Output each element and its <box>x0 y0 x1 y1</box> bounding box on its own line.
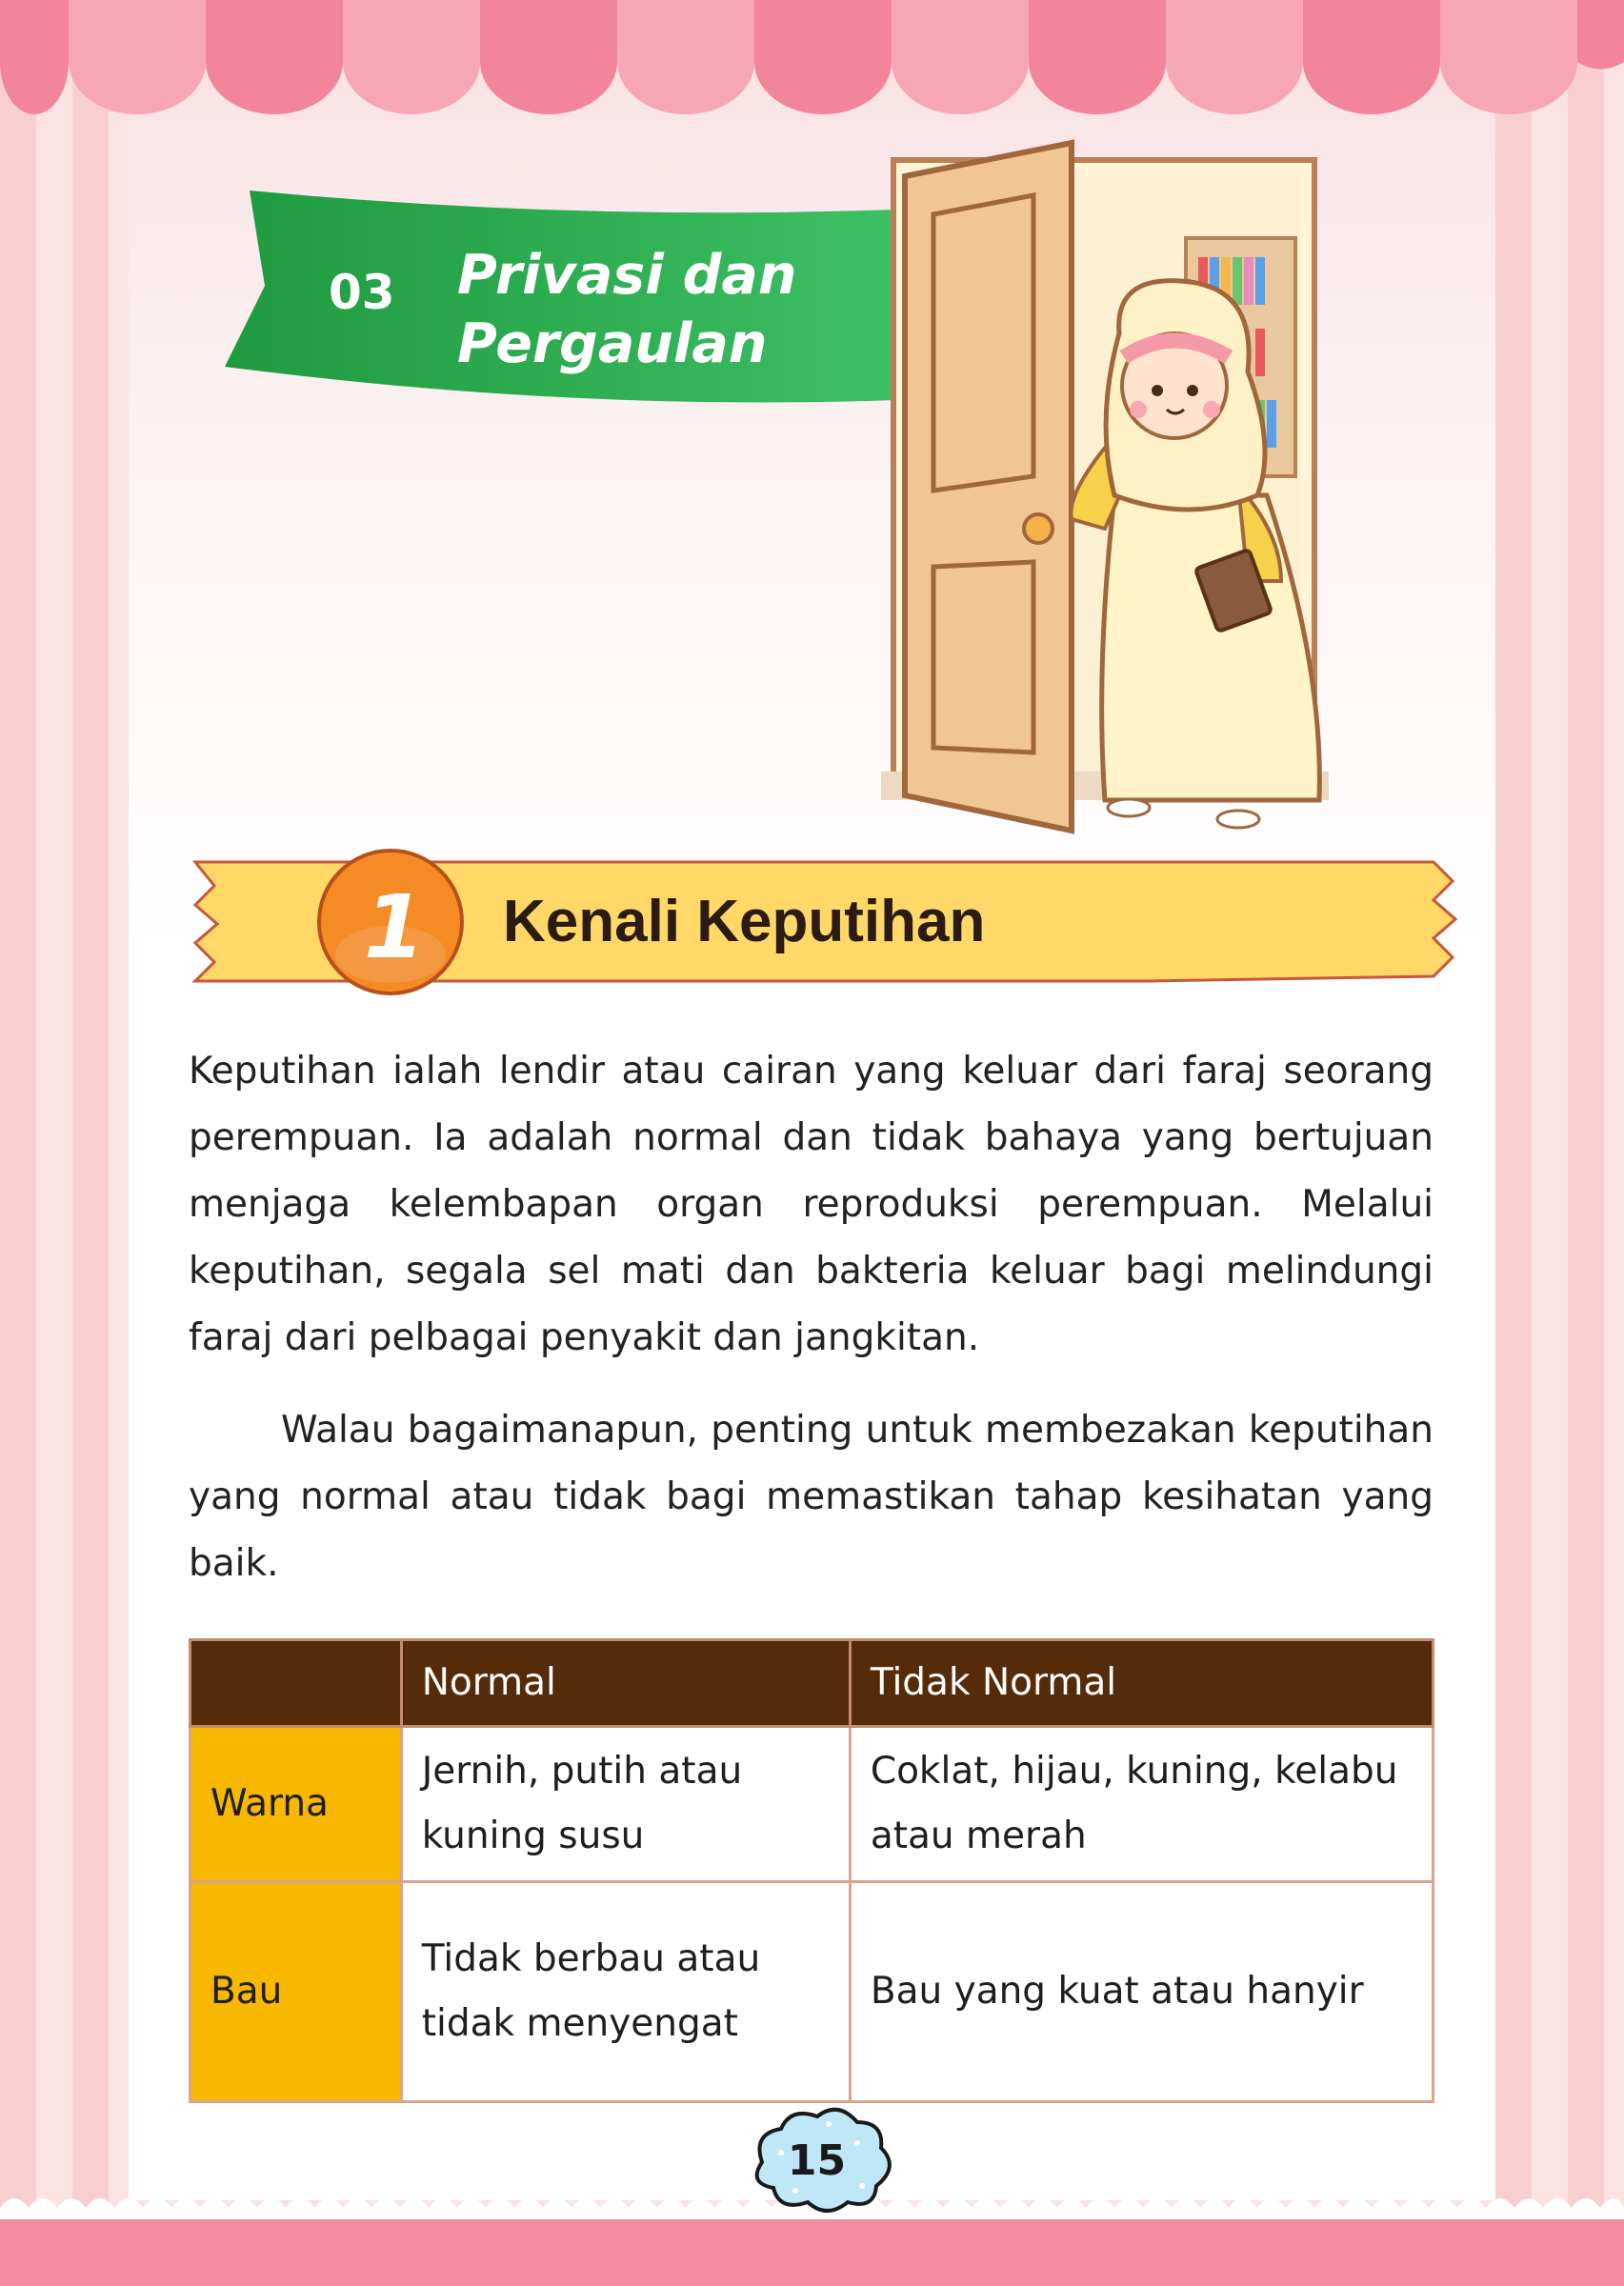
comparison-table <box>189 1638 1434 2103</box>
header-cell-empty <box>190 1640 402 1727</box>
right-stripe-border <box>1495 0 1624 2286</box>
row-label: Warna <box>190 1727 402 1882</box>
bottom-band <box>0 2219 1624 2286</box>
page-number: 15 <box>787 2136 847 2185</box>
section-title: Kenali Keputihan <box>503 889 986 954</box>
paragraph-2: Walau bagaimanapun, penting untuk membezakan keputihan yang normal atau tidak bagi memastikan tahap kesihatan yang baik. <box>189 1409 1434 1585</box>
header-cell-normal: Normal <box>401 1640 850 1727</box>
table-header-row <box>190 1640 1434 1727</box>
section-number-badge: 1 <box>364 876 426 978</box>
cell-abnormal: Bau yang kuat atau hanyir <box>850 1882 1433 2102</box>
paragraph-1: Keputihan ialah lendir atau cairan yang keluar dari faraj seorang perempuan. Ia adalah normal dan tidak bahaya yang bertujuan menjaga kelembapan organ reproduksi perempuan. Melalui keputihan, segala sel mati dan bakteria keluar bagi melindungi faraj dari pelbagai penyakit dan jangkitan. <box>189 1050 1434 1359</box>
door-girl-illustration <box>881 133 1338 838</box>
cell-normal: Jernih, putih atau kuning susu <box>401 1727 850 1882</box>
table-row <box>190 1882 1434 2102</box>
chapter-title: Privasi dan Pergaulan <box>457 244 797 375</box>
cell-normal: Tidak berbau atau tidak menyengat <box>401 1882 850 2102</box>
row-label: Bau <box>190 1882 402 2102</box>
table-row <box>190 1727 1434 1882</box>
chapter-number: 03 <box>329 265 395 320</box>
header-cell-abnormal: Tidak Normal <box>850 1640 1433 1727</box>
cell-abnormal: Coklat, hijau, kuning, kelabu atau merah <box>850 1727 1433 1882</box>
